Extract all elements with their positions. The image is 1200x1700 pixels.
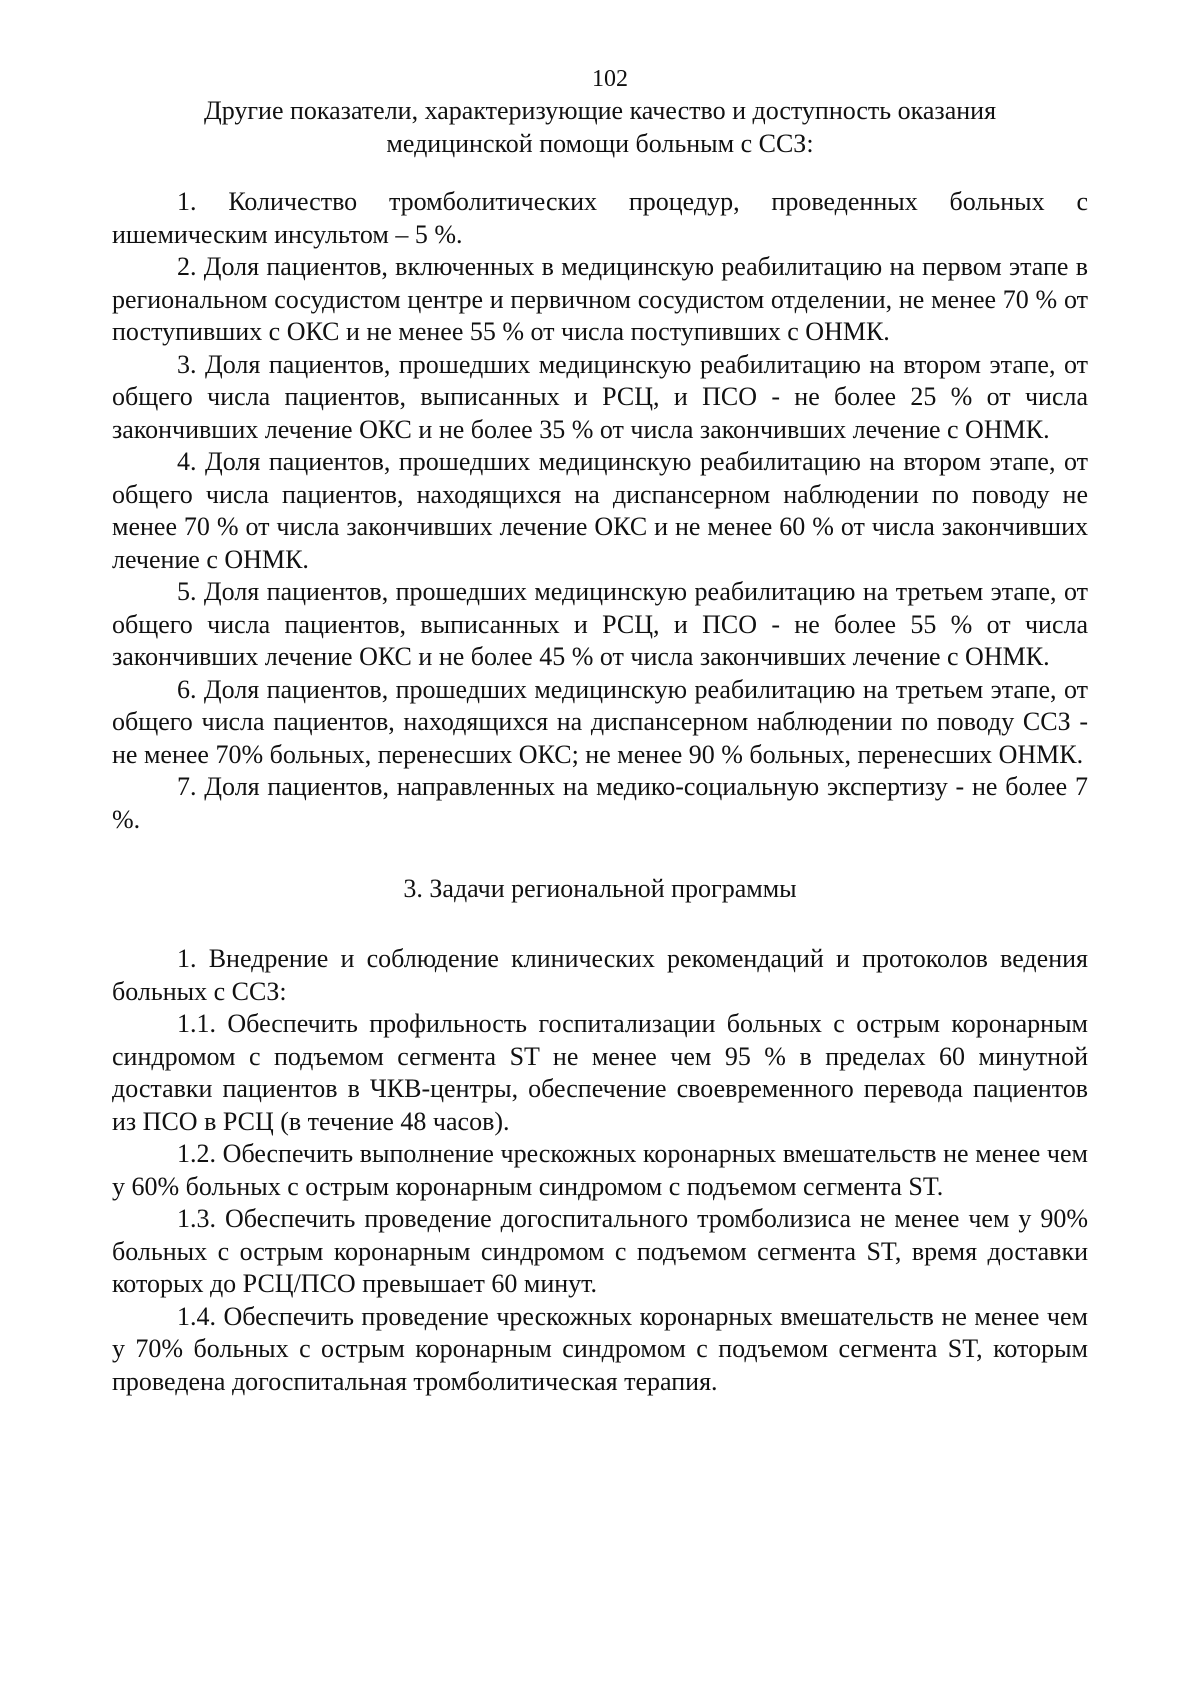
task-paragraph: 1.3. Обеспечить проведение догоспитального тромболизиса не менее чем у 90% больных с острым коронарным синдромом с подъемом сегмента ST, время доставки которых до РСЦ/ПСО превышает 60 минут. (112, 1204, 1088, 1298)
indicator-paragraph: 4. Доля пациентов, прошедших медицинскую реабилитацию на втором этапе, от общего числа пациентов, находящихся на диспансерном наблюдении по поводу не менее 70 % от числа закончивших лечение ОКС и не менее 60 % от числа закончивших лечение с ОНМК. (112, 447, 1088, 574)
indicators-list (112, 186, 1088, 836)
page-title-line-1: Другие показатели, характеризующие качество и доступность оказания (203, 96, 997, 125)
page-title-line-2: медицинской помощи больным с ССЗ: (386, 129, 814, 158)
task-paragraph: 1.2. Обеспечить выполнение чрескожных коронарных вмешательств не менее чем у 60% больных с острым коронарным синдромом с подъемом сегмента ST. (112, 1139, 1088, 1201)
indicator-paragraph: 2. Доля пациентов, включенных в медицинскую реабилитацию на первом этапе в региональном сосудистом центре и первичном сосудистом отделении, не менее 70 % от поступивших с ОКС и не менее 55 % от числа поступивших с ОНМК. (112, 252, 1088, 346)
tasks-list (112, 943, 1088, 1398)
task-paragraph: 1. Внедрение и соблюдение клинических рекомендаций и протоколов ведения больных с ССЗ: (112, 944, 1088, 1006)
indicator-paragraph: 7. Доля пациентов, направленных на медико-социальную экспертизу - не более 7 %. (112, 772, 1088, 834)
indicator-paragraph: 5. Доля пациентов, прошедших медицинскую реабилитацию на третьем этапе, от общего числа пациентов, выписанных и РСЦ, и ПСО - не более 55 % от числа закончивших лечение ОКС и не более 45 % от числа закончивших лечение с ОНМК. (112, 577, 1088, 671)
task-paragraph: 1.4. Обеспечить проведение чрескожных коронарных вмешательств не менее чем у 70% больных с острым коронарным синдромом с подъемом сегмента ST, которым проведена догоспитальная тромболитическая терапия. (112, 1301, 1088, 1396)
page-title (112, 94, 1088, 160)
indicator-paragraph: 3. Доля пациентов, прошедших медицинскую реабилитацию на втором этапе, от общего числа пациентов, выписанных и РСЦ, и ПСО - не более 25 % от числа закончивших лечение ОКС и не более 35 % от числа закончивших лечение с ОНМК. (112, 349, 1088, 444)
page-number: 102 (592, 66, 628, 92)
indicator-paragraph: 6. Доля пациентов, прошедших медицинскую реабилитацию на третьем этапе, от общего числа пациентов, находящихся на диспансерном наблюдении по поводу ССЗ - не менее 70% больных, перенесших ОКС; не менее 90 % больных, перенесших ОНМК. (112, 674, 1088, 769)
section-heading: 3. Задачи региональной программы (403, 874, 797, 903)
indicator-paragraph: 1. Количество тромболитических процедур, проведенных больных с ишемическим инсультом – 5 %. (112, 187, 1088, 249)
task-paragraph: 1.1. Обеспечить профильность госпитализации больных с острым коронарным синдромом с подъемом сегмента ST не менее чем 95 % в пределах 60 минутной доставки пациентов в ЧКВ-центры, обеспечение своевременного перевода пациентов из ПСО в РСЦ (в течение 48 часов). (112, 1009, 1088, 1136)
